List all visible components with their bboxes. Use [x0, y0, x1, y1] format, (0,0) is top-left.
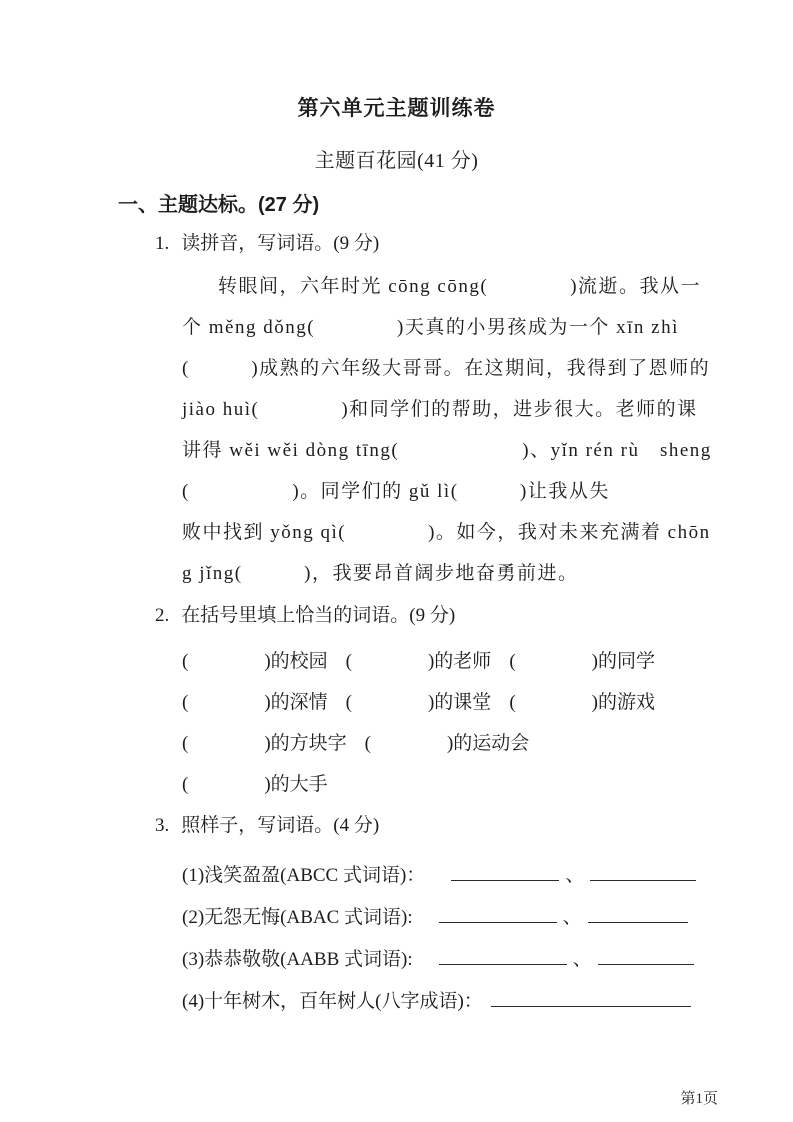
answer-blank	[439, 903, 557, 923]
word-fill-row	[182, 641, 793, 682]
question-2-prompt-line	[155, 603, 793, 629]
question-1	[0, 231, 793, 594]
pattern-word-label: (4)十年树木，百年树人(八字成语)：	[182, 991, 483, 1012]
question-2-number: 2.	[155, 605, 170, 626]
pattern-word-items	[182, 855, 793, 1023]
part-one-heading: 一、主题达标。(27 分)	[118, 194, 320, 216]
answer-blank	[439, 945, 567, 965]
pinyin-paragraph	[182, 266, 793, 594]
word-fill-cell: ( )的课堂	[345, 692, 492, 713]
question-1-prompt: 读拼音，写词语。(9 分)	[181, 233, 380, 254]
word-fill-row	[182, 723, 793, 764]
question-3-prompt: 照样子，写词语。(4 分)	[181, 815, 380, 836]
word-fill-cell: ( )的运动会	[364, 733, 530, 754]
blank-separator: 、	[565, 865, 585, 886]
answer-blank	[451, 861, 559, 881]
question-2-prompt: 在括号里填上恰当的词语。(9 分)	[181, 605, 456, 626]
word-fill-row	[182, 764, 793, 805]
pattern-word-item	[182, 897, 793, 939]
answer-blank	[588, 903, 688, 923]
answer-blank	[590, 861, 696, 881]
word-fill-cell: ( )的校园	[182, 651, 328, 672]
pattern-word-item	[182, 981, 793, 1023]
blank-separator: 、	[572, 949, 592, 970]
page-title: 第六单元主题训练卷	[297, 97, 496, 120]
pattern-word-item	[182, 855, 793, 897]
question-3-prompt-line	[155, 813, 793, 839]
section-subtitle: 主题百花园(41 分)	[314, 150, 479, 172]
pinyin-line: 败中找到 yǒng qì( )。如今，我对未来充满着 chōn	[182, 522, 711, 543]
word-fill-cell: ( )的同学	[509, 651, 655, 672]
pinyin-line: ( )成熟的六年级大哥哥。在这期间，我得到了恩师的	[182, 358, 711, 379]
pattern-word-label: (3)恭恭敬敬(AABB 式词语):	[182, 949, 413, 970]
question-3-number: 3.	[155, 815, 170, 836]
question-1-prompt-line	[155, 231, 793, 257]
page-number: 第1页	[680, 1091, 718, 1107]
word-fill-cell: ( )的大手	[182, 774, 328, 795]
word-fill-cell: ( )的深情	[182, 692, 328, 713]
pinyin-line: g jǐng( )，我要昂首阔步地奋勇前进。	[182, 563, 579, 584]
pinyin-line: jiào huì( )和同学们的帮助，进步很大。老师的课	[182, 399, 698, 420]
pinyin-line: 讲得 wěi wěi dòng tīng( )、yǐn rén rù sheng	[182, 440, 712, 461]
pinyin-line: 个 měng dǒng( )天真的小男孩成为一个 xīn zhì	[182, 317, 679, 338]
pattern-word-label: (2)无怨无悔(ABAC 式词语):	[182, 907, 413, 928]
pinyin-line: ( )。同学们的 gǔ lì( )让我从失	[182, 481, 610, 502]
question-3	[0, 813, 793, 1023]
pinyin-line: 转眼间，六年时光 cōng cōng( )流逝。我从一	[218, 276, 702, 297]
word-fill-grid	[182, 641, 793, 805]
answer-blank	[598, 945, 694, 965]
word-fill-row	[182, 682, 793, 723]
word-fill-cell: ( )的方块字	[182, 733, 347, 754]
word-fill-cell: ( )的游戏	[509, 692, 655, 713]
question-2	[0, 603, 793, 805]
pattern-word-label: (1)浅笑盈盈(ABCC 式词语)：	[182, 865, 426, 886]
answer-blank	[491, 987, 691, 1007]
question-1-number: 1.	[155, 233, 170, 254]
blank-separator: 、	[562, 907, 582, 928]
pattern-word-item	[182, 939, 793, 981]
word-fill-cell: ( )的老师	[345, 651, 492, 672]
